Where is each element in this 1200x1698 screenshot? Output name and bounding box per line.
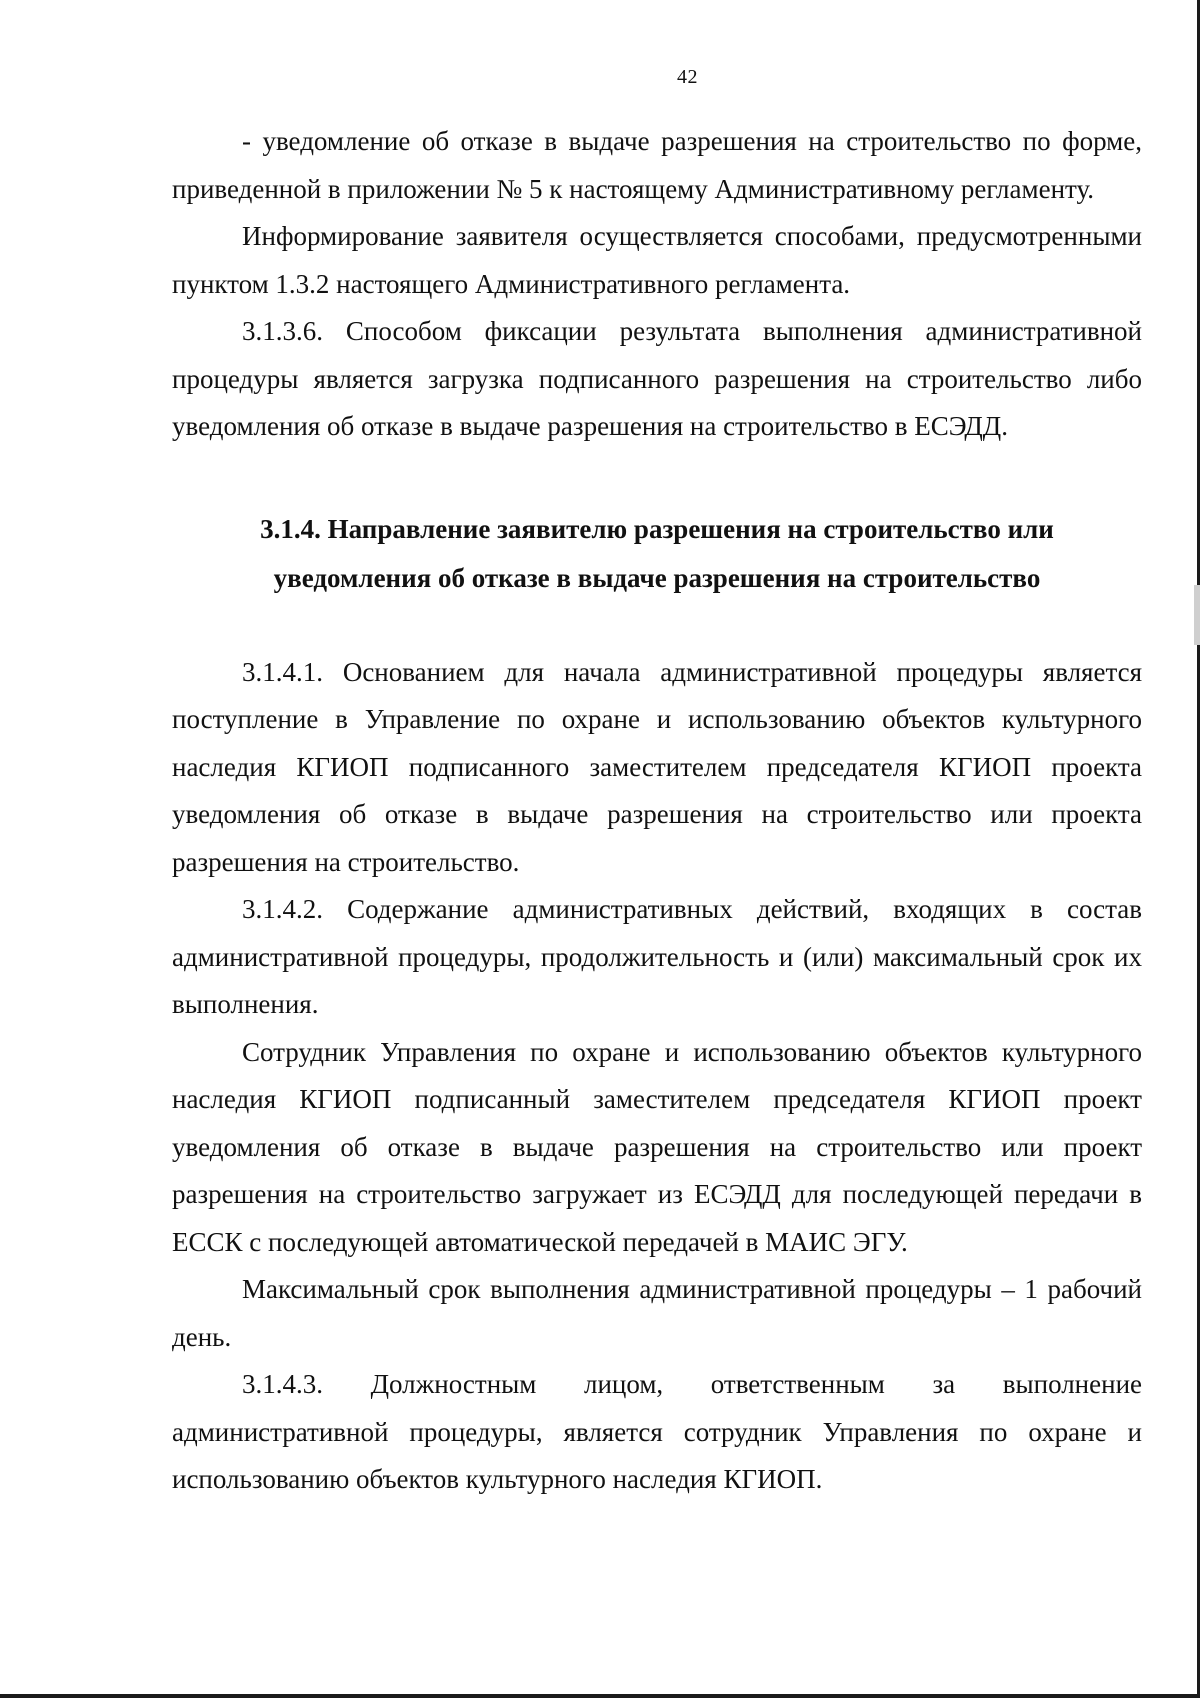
section-heading-line-2: уведомления об отказе в выдаче разрешения на строительство [273, 562, 1041, 593]
paragraph-informing-text: Информирование заявителя осуществляется способами, предусмотренными пунктом 1.3.2 настоящего Административного регламента. [172, 221, 1142, 299]
paragraph-notice-form: - уведомление об отказе в выдаче разрешения на строительство по форме, приведенной в приложении № 5 к настоящему Административному регламенту. [172, 126, 1142, 204]
page-number: 42 [677, 66, 698, 88]
paragraph-employee-upload: Сотрудник Управления по охране и использованию объектов культурного наследия КГИОП подписанный заместителем председателя КГИОП проект уведомления об отказе в выдаче разрешения на строительство или проект разрешения на строительство загружает из ЕСЭДД для последующей передачи в ЕССК с последующей автоматической передачей в МАИС ЭГУ. [172, 1036, 1142, 1257]
paragraph-3-1-4-1: 3.1.4.1. Основанием для начала административной процедуры является поступление в Управление по охране и использованию объектов культурного наследия КГИОП подписанного заместителем председателя КГИОП проекта уведомления об отказе в выдаче разрешения на строительство или проекта разрешения на строительство. [172, 656, 1142, 877]
paragraph-3-1-3-6: 3.1.3.6. Способом фиксации результата выполнения административной процедуры является загрузка подписанного разрешения на строительство либо уведомления об отказе в выдаче разрешения на строительство в ЕСЭДД. [172, 316, 1142, 441]
scan-edge-mark [1194, 585, 1200, 645]
spacer [172, 451, 1142, 505]
section-heading-line-1: 3.1.4. Направление заявителю разрешения на строительство или [260, 513, 1054, 544]
section-heading-3-1-4 [172, 505, 1142, 603]
paragraph-max-term: Максимальный срок выполнения административной процедуры – 1 рабочий день. [172, 1274, 1142, 1352]
paragraph-3-1-4-2: 3.1.4.2. Содержание административных действий, входящих в состав административной процедуры, продолжительность и (или) максимальный срок их выполнения. [172, 894, 1142, 1019]
document-body [172, 118, 1142, 1504]
paragraph-informing [172, 213, 1142, 308]
spacer [172, 603, 1142, 649]
paragraph-3-1-4-3: 3.1.4.3. Должностным лицом, ответственным за выполнение административной процедуры, является сотрудник Управления по охране и использованию объектов культурного наследия КГИОП. [172, 1369, 1142, 1494]
